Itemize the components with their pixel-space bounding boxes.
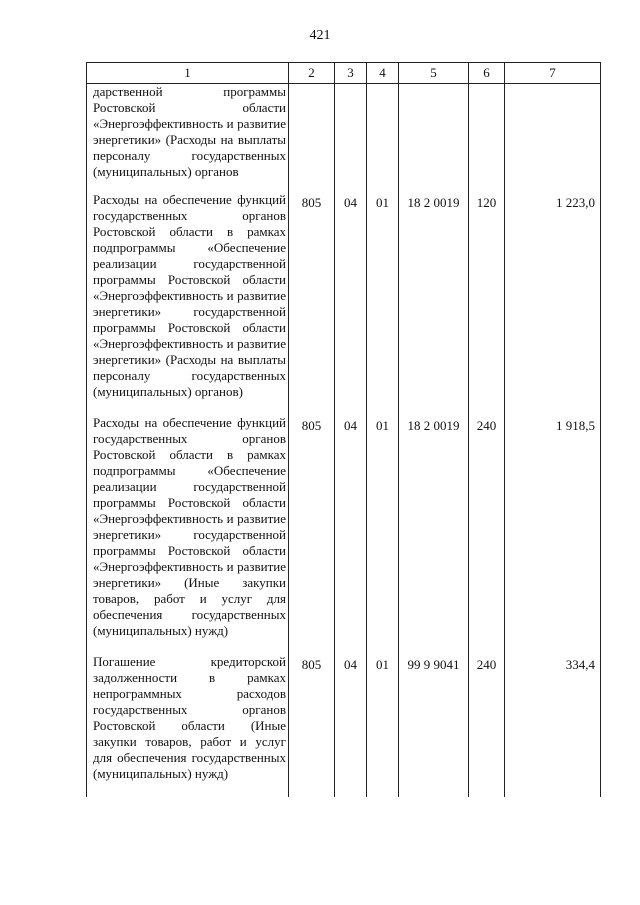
column-header: 2: [289, 63, 335, 84]
column-header: 3: [335, 63, 367, 84]
column-header: 4: [367, 63, 399, 84]
cell-target-article: [399, 84, 469, 193]
cell-expense-type: [469, 84, 505, 193]
cell-amount: 334,4: [505, 654, 601, 797]
cell-amount: 1 918,5: [505, 415, 601, 654]
cell-section: 04: [335, 415, 367, 654]
cell-subsection: 01: [367, 654, 399, 797]
cell-ministry-code: 805: [289, 654, 335, 797]
cell-expense-type: 240: [469, 654, 505, 797]
cell-target-article: 18 2 0019: [399, 192, 469, 415]
cell-section: 04: [335, 192, 367, 415]
table-row: [87, 84, 601, 193]
cell-expense-type: 240: [469, 415, 505, 654]
cell-amount: 1 223,0: [505, 192, 601, 415]
budget-table: [86, 62, 601, 797]
cell-target-article: 18 2 0019: [399, 415, 469, 654]
cell-ministry-code: 805: [289, 192, 335, 415]
table-row: [87, 192, 601, 415]
header-row: [87, 63, 601, 84]
cell-subsection: [367, 84, 399, 193]
column-header: 5: [399, 63, 469, 84]
page-number: 421: [309, 28, 331, 43]
row-description: Расходы на обеспечение функций государственных органов Ростовской области в рамках подпрограммы «Обеспечение реализации государственной программы Ростовской области «Энергоэффективность и развитие энергетики» государственной программы Ростовской области «Энергоэффективность и развитие энергетики» (Иные закупки товаров, работ и услуг для обеспечения государственных (муниципальных) нужд): [87, 415, 289, 654]
cell-section: [335, 84, 367, 193]
table-row: [87, 415, 601, 654]
cell-section: 04: [335, 654, 367, 797]
cell-ministry-code: [289, 84, 335, 193]
row-description: дарственной программы Ростовской области «Энергоэффективность и развитие энергетики» (Расходы на выплаты персоналу государственных (муниципальных) органов: [87, 84, 289, 193]
cell-target-article: 99 9 9041: [399, 654, 469, 797]
cell-expense-type: 120: [469, 192, 505, 415]
column-header: 6: [469, 63, 505, 84]
table-row: [87, 654, 601, 797]
row-description: Погашение кредиторской задолженности в рамках непрограммных расходов государственных органов Ростовской области (Иные закупки товаров, работ и услуг для обеспечения государственных (муниципальных) нужд): [87, 654, 289, 797]
row-description: Расходы на обеспечение функций государственных органов Ростовской области в рамках подпрограммы «Обеспечение реализации государственной программы Ростовской области «Энергоэффективность и развитие энергетики» государственной программы Ростовской области «Энергоэффективность и развитие энергетики» (Расходы на выплаты персоналу государственных (муниципальных) органов): [87, 192, 289, 415]
cell-subsection: 01: [367, 192, 399, 415]
cell-subsection: 01: [367, 415, 399, 654]
column-header: 7: [505, 63, 601, 84]
column-header: 1: [87, 63, 289, 84]
cell-ministry-code: 805: [289, 415, 335, 654]
cell-amount: [505, 84, 601, 193]
